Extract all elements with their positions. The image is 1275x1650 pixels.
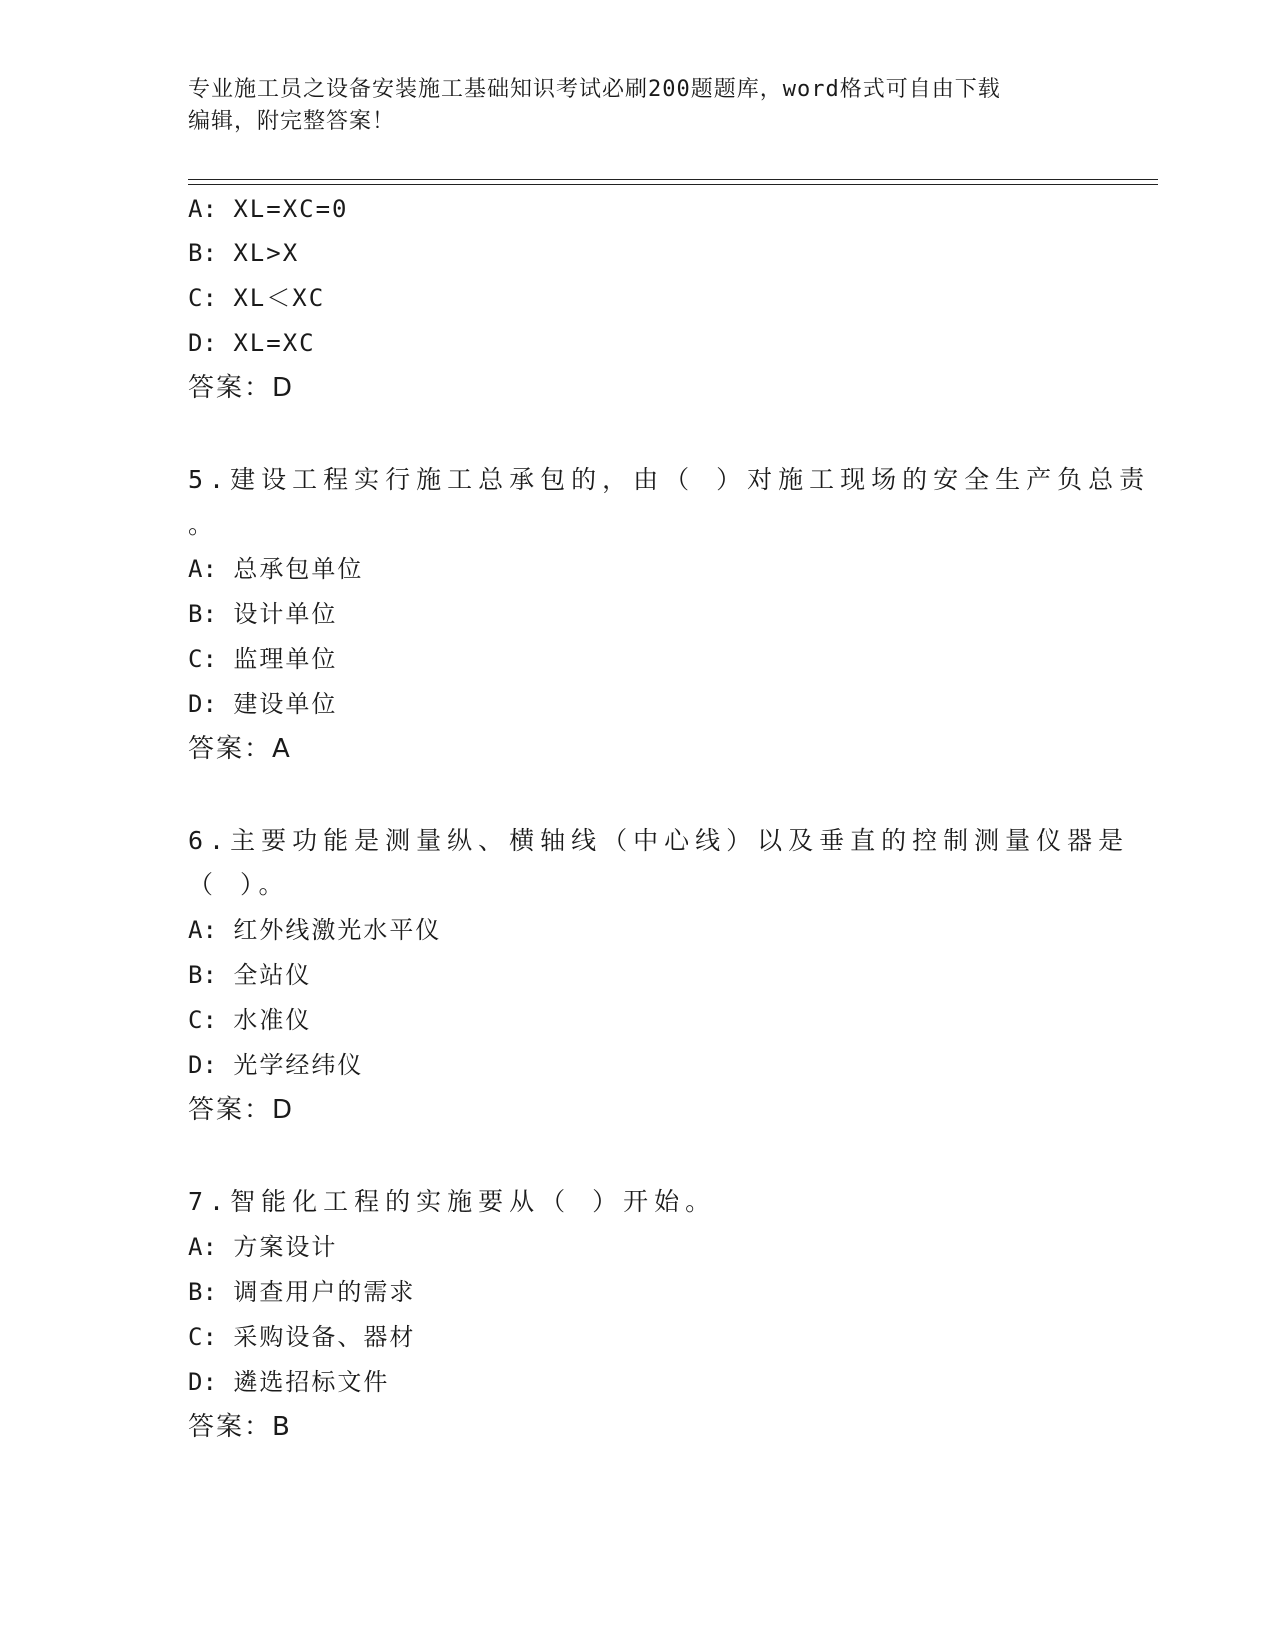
q4-option-a: A: XL=XC=0	[188, 195, 349, 223]
q4-option-c: C: XL＜XC	[188, 284, 326, 312]
header-line-1: 专业施工员之设备安装施工基础知识考试必刷200题题库，word格式可自由下载	[188, 77, 1001, 102]
q6-stem-line-2: （ ）。	[188, 870, 290, 899]
q5-option-b: B: 设计单位	[188, 600, 338, 628]
q5-stem-line-2: 。	[188, 510, 220, 539]
q6-option-c: C: 水准仪	[188, 1006, 312, 1034]
q4-option-b: B: XL>X	[188, 239, 300, 267]
q6-option-a: A: 红外线激光水平仪	[188, 916, 442, 944]
header-divider-bottom	[188, 184, 1158, 185]
q4-answer: 答案：D	[188, 373, 295, 403]
q4-option-d: D: XL=XC	[188, 329, 316, 357]
q6-option-d: D: 光学经纬仪	[188, 1051, 364, 1079]
q7-stem-line-1: 7.智能化工程的实施要从（ ）开始。	[188, 1187, 717, 1216]
header-line-2: 编辑，附完整答案！	[188, 109, 396, 134]
q6-stem-line-1: 6.主要功能是测量纵、横轴线（中心线）以及垂直的控制测量仪器是	[188, 826, 1130, 855]
q7-option-c: C: 采购设备、器材	[188, 1323, 416, 1351]
q6-answer: 答案：D	[188, 1095, 295, 1125]
q7-option-a: A: 方案设计	[188, 1233, 338, 1261]
q7-answer: 答案：B	[188, 1412, 292, 1442]
q5-answer: 答案：A	[188, 734, 292, 764]
q5-option-d: D: 建设单位	[188, 690, 338, 718]
q7-option-b: B: 调查用户的需求	[188, 1278, 416, 1306]
q6-option-b: B: 全站仪	[188, 961, 312, 989]
q5-option-a: A: 总承包单位	[188, 555, 364, 583]
header-divider-top	[188, 179, 1158, 180]
q5-stem-line-1: 5.建设工程实行施工总承包的，由（ ）对施工现场的安全生产负总责	[188, 465, 1151, 494]
document-header	[188, 74, 1088, 138]
q7-option-d: D: 遴选招标文件	[188, 1368, 390, 1396]
q5-option-c: C: 监理单位	[188, 645, 338, 673]
